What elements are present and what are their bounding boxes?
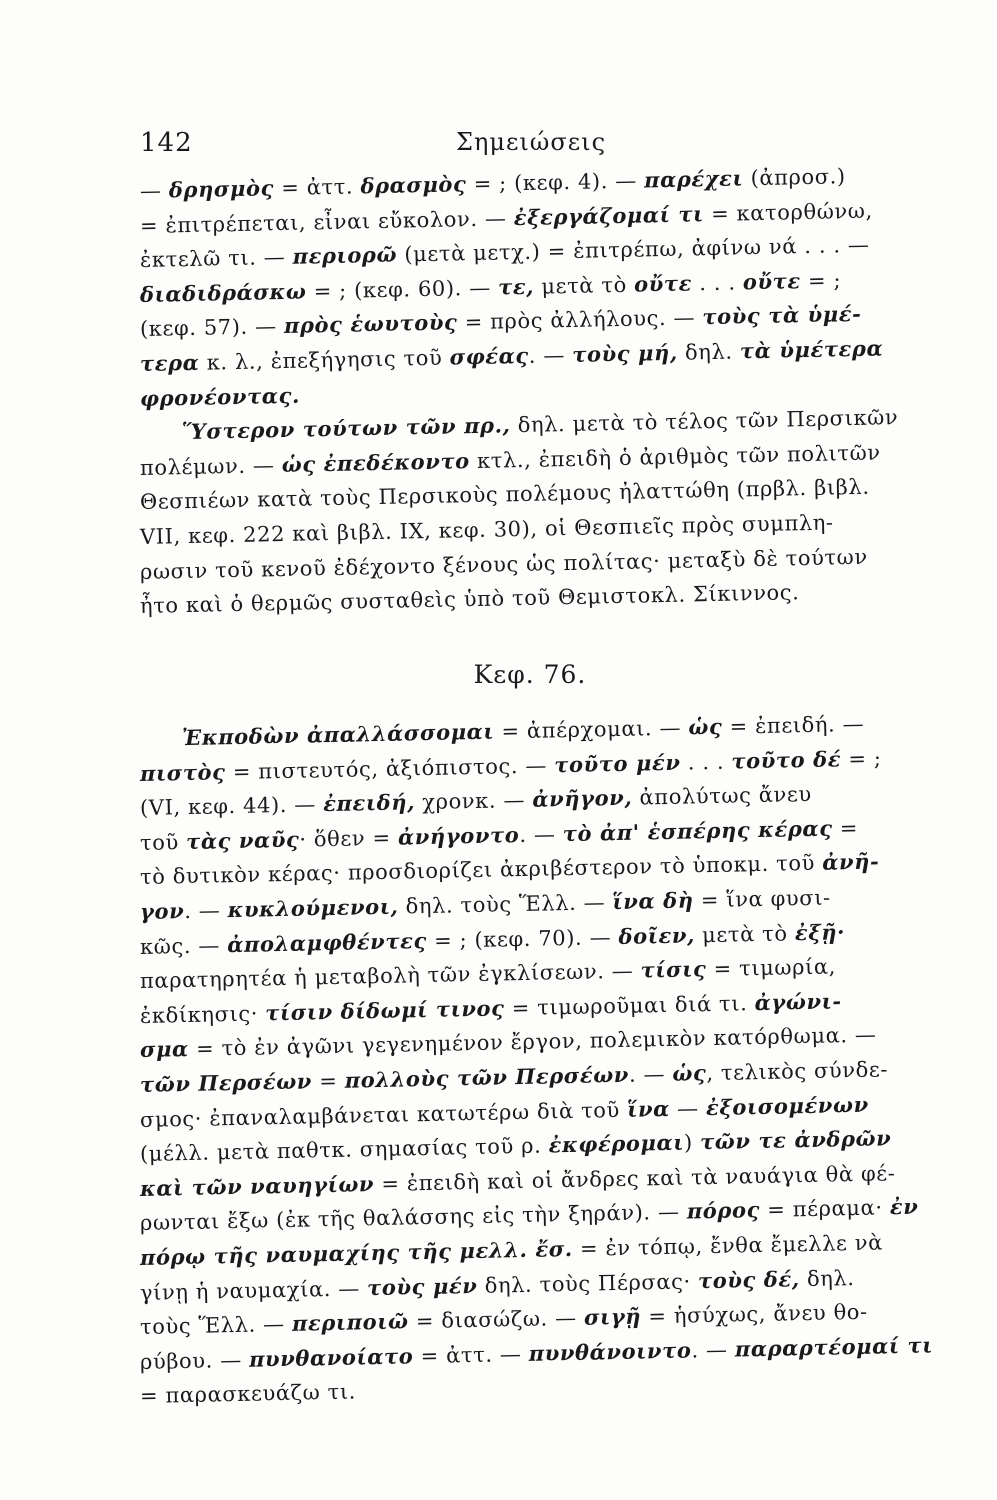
gloss-text: ἐκτελῶ τι. — xyxy=(139,244,293,273)
lemma-term: τοὺς μή, xyxy=(571,339,679,367)
lemma-term: οὔτε xyxy=(742,267,801,295)
notes-block-chapter-76 xyxy=(139,711,934,1414)
gloss-text: = τιμωρία, xyxy=(706,954,837,982)
running-title: Σημειώσεις xyxy=(456,128,607,156)
gloss-text: = ; xyxy=(840,746,882,771)
gloss-text: δηλ. τοὺς Πέρσας· xyxy=(477,1268,699,1298)
lemma-term: ἀγώνι- xyxy=(754,988,842,1015)
gloss-text: = πιστευτός, ἀξιόπιστος. — xyxy=(225,752,555,784)
gloss-text: . — xyxy=(519,821,564,847)
gloss-text: = ἐπειδὴ καὶ οἱ ἄνδρες καὶ τὰ ναυάγια θὰ φέ- xyxy=(373,1160,896,1196)
gloss-text: · ὅθεν = xyxy=(299,825,399,852)
lemma-term: τε, xyxy=(497,273,535,300)
gloss-text: . . . xyxy=(691,270,744,296)
lemma-term: τοὺς μέν xyxy=(366,1272,478,1300)
lemma-term: πιστὸς xyxy=(139,758,226,786)
gloss-text: κτλ., ἐπειδὴ ὁ ἀριθμὸς τῶν πολιτῶν xyxy=(469,440,881,473)
gloss-text: ρωνται ἔξω (ἐκ τῆς θαλάσσης εἰς τὴν ξηράν). — xyxy=(139,1199,688,1236)
gloss-text: = ἡσύχως, ἄνευ θο- xyxy=(640,1299,868,1329)
lemma-term: φρονέοντας. xyxy=(139,382,301,411)
gloss-text: . — xyxy=(183,898,228,924)
gloss-text: μετὰ τὸ xyxy=(694,920,796,947)
gloss-text: τοῦ xyxy=(139,829,187,855)
gloss-text: = ἐπιτρέπεται, εἶναι εὔκολον. — xyxy=(139,205,514,238)
gloss-text: δηλ. xyxy=(799,1265,855,1291)
gloss-text: (VI, κεφ. 44). — xyxy=(139,792,324,821)
gloss-text: Θεσπιέων κατὰ τοὺς Περσικοὺς πολέμους ἠλαττώθη (πρβλ. βιβλ. xyxy=(139,475,870,515)
lemma-term: γον xyxy=(139,898,185,924)
gloss-text: , τελικὸς σύνδε- xyxy=(706,1057,889,1086)
lemma-term: πολλοὺς τῶν Περσέων xyxy=(344,1061,630,1093)
gloss-text: = ἀττ. xyxy=(273,174,361,201)
gloss-text: = ἀπέρχομαι. — xyxy=(493,715,689,744)
lemma-term: παρέχει xyxy=(643,165,744,193)
gloss-text: . — xyxy=(628,1061,673,1087)
lemma-term: δρησμὸς xyxy=(168,175,275,203)
lemma-term: περιποιῶ xyxy=(291,1308,409,1336)
gloss-text: . . . xyxy=(680,749,732,775)
gloss-text: = ; (κεφ. 70). — xyxy=(426,924,619,953)
gloss-text: (κεφ. 57). — xyxy=(139,314,285,342)
lemma-term: πρὸς ἑωυτοὺς xyxy=(283,309,458,339)
gloss-text: . — xyxy=(528,342,573,368)
gloss-text: (ἀπροσ.) xyxy=(743,164,846,191)
gloss-text: = παρασκευάζω τι. xyxy=(139,1379,357,1409)
lemma-term: πυνθανοίατο xyxy=(248,1342,414,1372)
gloss-text: = ; (κεφ. 4). — xyxy=(466,168,645,197)
gloss-text: = xyxy=(311,1068,345,1094)
lemma-term: διαδιδράσκω xyxy=(139,278,307,307)
gloss-text: κῶς. — xyxy=(139,932,228,959)
gloss-text: τοὺς Ἕλλ. — xyxy=(139,1311,293,1340)
gloss-text: ἦτο καὶ ὁ θερμῶς συσταθεὶς ὑπὸ τοῦ Θεμιστοκλ. Σίκιννος. xyxy=(139,580,800,619)
gloss-text: πολέμων. — xyxy=(139,452,283,480)
gloss-text: τὸ δυτικὸν κέρας· προσδιορίζει ἀκριβέστερον τὸ ὑποκμ. τοῦ xyxy=(139,851,823,890)
gloss-text: μετὰ τὸ xyxy=(533,272,635,299)
gloss-text: = πέραμα· xyxy=(759,1195,891,1223)
gloss-text: = κατορθώνω, xyxy=(703,198,874,226)
lemma-term: τοὺς τὰ ὑμέ- xyxy=(702,301,862,330)
lemma-term: τὸ ἀπ' ἑσπέρης κέρας xyxy=(562,815,833,846)
lemma-term: σφέας xyxy=(449,342,530,370)
lemma-term: ὡς xyxy=(672,1060,707,1086)
lemma-term: καὶ τῶν ναυηγίων xyxy=(139,1170,375,1201)
lemma-term: ἐν xyxy=(889,1194,919,1220)
gloss-text: = διασώζω. — xyxy=(408,1305,585,1334)
lemma-term: ἐπειδή, xyxy=(322,789,416,817)
lemma-term: τῶν Περσέων xyxy=(139,1068,313,1097)
lemma-term: τὰς ναῦς xyxy=(185,826,300,854)
gloss-text: = τιμωροῦμαι διά τι. xyxy=(504,990,755,1021)
gloss-text: (μετὰ μετχ.) = ἐπιτρέπω, ἀφίνω νά . . . — xyxy=(396,232,870,267)
lemma-term: τοῦτο μέν xyxy=(553,749,681,777)
lemma-term: τοὺς δέ, xyxy=(697,1265,800,1293)
gloss-text: = ἵνα φυσι- xyxy=(693,885,831,913)
gloss-text: παρατηρητέα ἡ μεταβολὴ τῶν ἐγκλίσεων. — xyxy=(139,958,641,994)
lemma-term: περιορῶ xyxy=(292,241,398,269)
lemma-term: πυνθάνοιντο xyxy=(528,1337,692,1366)
gloss-text: = ; (κεφ. 60). — xyxy=(306,275,499,304)
lemma-term: τερα xyxy=(139,349,200,376)
lemma-term: δοῖεν, xyxy=(618,921,696,949)
lemma-term: Ἐκποδὼν ἀπαλλάσσομαι xyxy=(181,718,495,751)
gloss-text: (μέλλ. μετὰ παθτκ. σημασίας τοῦ ρ. xyxy=(139,1133,549,1167)
gloss-text: = πρὸς ἀλλήλους. — xyxy=(457,305,703,335)
gloss-text: ρωσιν τοῦ κενοῦ ἐδέχοντο ξένους ὡς πολίτας· μεταξὺ δὲ τούτων xyxy=(139,544,868,584)
lemma-term: ἀπολαμφθέντες xyxy=(226,927,428,957)
lemma-term: Ὕστερον τούτων τῶν πρ., xyxy=(181,412,511,445)
gloss-text: = xyxy=(832,815,859,841)
gloss-text: = ἐπειδή. — xyxy=(722,711,865,739)
lemma-term: δρασμὸς xyxy=(360,171,467,199)
gloss-text: . — xyxy=(691,1337,736,1363)
lemma-term: ὡς ἐπεδέκοντο xyxy=(281,447,471,477)
lemma-term: πόρος xyxy=(686,1197,761,1224)
lemma-term: ἵνα δὴ xyxy=(612,887,694,915)
lemma-term: ἀνῆ- xyxy=(821,848,880,876)
lemma-term: σμα xyxy=(139,1036,190,1063)
gloss-text: VII, κεφ. 222 καὶ βιβλ. IX, κεφ. 30), οἱ Θεσπιεῖς πρὸς συμπλη- xyxy=(139,510,834,549)
lemma-term: οὔτε xyxy=(633,270,693,297)
lemma-term: τίσις xyxy=(640,956,707,983)
lemma-term: τῶν τε ἀνδρῶν xyxy=(699,1125,892,1155)
gloss-text: = τὸ ἐν ἀγῶνι γεγενημένον ἔργον, πολεμικὸν κατόρθωμα. — xyxy=(188,1022,877,1062)
lemma-term: κυκλούμενοι, xyxy=(227,893,399,923)
gloss-text: σμος· ἐπαναλαμβάνεται κατωτέρω διὰ τοῦ xyxy=(139,1097,628,1132)
gloss-text: — xyxy=(669,1095,707,1121)
lemma-term: ἐξῇ· xyxy=(794,918,846,945)
gloss-text: δηλ. xyxy=(677,339,741,365)
lemma-term: ἀνῆγον, xyxy=(532,784,633,812)
gloss-text: δηλ. μετὰ τὸ τέλος τῶν Περσικῶν xyxy=(510,405,899,438)
lemma-term: τίσιν δίδωμί τινος xyxy=(264,995,505,1026)
gloss-text: γίνῃ ἡ ναυμαχία. — xyxy=(139,1275,368,1305)
gloss-text: = ἐν τόπῳ, ἔνθα ἔμελλε νὰ xyxy=(572,1230,884,1261)
lemma-term: ἐξεργάζομαί τι xyxy=(513,200,705,230)
lemma-term: παραρτέομαί τι xyxy=(734,1332,934,1362)
gloss-text: ρύβου. — xyxy=(139,1347,250,1374)
notes-block-chapter-75 xyxy=(139,164,920,624)
gloss-text: δηλ. τοὺς Ἕλλ. — xyxy=(398,890,613,919)
gloss-text: ) xyxy=(683,1130,701,1155)
lemma-term: ὡς xyxy=(688,713,723,740)
gloss-text: ἐκδίκησις· xyxy=(139,1001,266,1028)
gloss-text: ἀπολύτως ἄνευ xyxy=(631,782,813,810)
lemma-term: ἐξοισομένων xyxy=(705,1091,869,1120)
lemma-term: σιγῇ xyxy=(583,1303,642,1330)
gloss-text: = ἀττ. — xyxy=(413,1341,529,1368)
lemma-term: τοῦτο δέ xyxy=(731,745,842,774)
lemma-term: ἐκφέρομαι xyxy=(548,1129,685,1158)
lemma-term: ἵνα xyxy=(626,1095,671,1122)
gloss-text: χρονκ. — xyxy=(414,787,533,815)
gloss-text: — xyxy=(139,178,170,203)
page-number: 142 xyxy=(140,128,193,158)
lemma-term: τὰ ὑμέτερα xyxy=(739,335,884,364)
gloss-text: = ; xyxy=(800,268,842,293)
lemma-term: πόρῳ τῆς ναυμαχίης τῆς μελλ. ἔσ. xyxy=(139,1235,573,1270)
chapter-heading: Κεφ. 76. xyxy=(473,660,587,689)
gloss-text: κ. λ., ἐπεξήγησις τοῦ xyxy=(199,345,450,375)
lemma-term: ἀνήγοντο xyxy=(397,821,520,850)
